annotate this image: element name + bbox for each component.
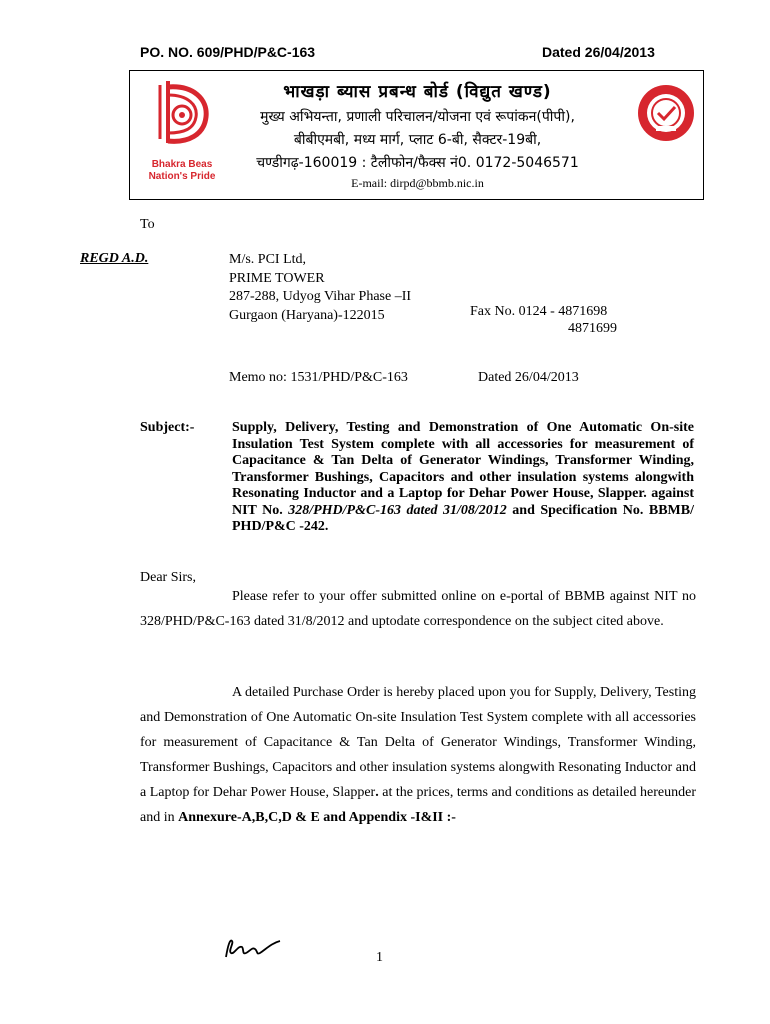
addressee-line: 287-288, Udyog Vihar Phase –II <box>229 289 412 304</box>
signature <box>222 935 282 963</box>
email-line: E-mail: dirpd@bbmb.nic.in <box>351 176 484 190</box>
annexure-reference: Annexure-A,B,C,D & E and Appendix -I&II :- <box>178 810 456 825</box>
regd-ad-label: REGD A.D. <box>80 251 149 266</box>
svg-text:Bhakra Beas: Bhakra Beas <box>151 159 213 170</box>
subject-main: Supply, Delivery, Testing and Demonstration of One Automatic On-site Insulation Test System complete with all accessories for measurement of Capacitance & Tan Delta of Generator Windings, Transformer Winding, Transformer Bushings, Capacitors and other insulation systems alongwith Resonating Inductor and a Laptop for Dehar Power House, Slapper. against NIT No. <box>232 420 694 518</box>
po-date: Dated 26/04/2013 <box>542 44 655 60</box>
address-line: बीबीएमबी, मध्य मार्ग, प्लाट 6-बी, सैक्टर-19बी, <box>293 132 542 148</box>
subject-label: Subject:- <box>140 420 195 435</box>
salutation: Dear Sirs, <box>140 570 196 585</box>
paragraph-1: Please refer to your offer submitted online on e-portal of BBMB against NIT no 328/PHD/P&C-163 dated 31/8/2012 and uptodate correspondence on the subject cited above. <box>140 589 696 629</box>
fax-number: Fax No. 0124 - 4871698 <box>470 304 608 319</box>
page-number: 1 <box>376 950 383 965</box>
fax-number-2: 4871699 <box>568 321 617 336</box>
paragraph-2-dot: . <box>375 785 379 800</box>
phone-line: चण्डीगढ़-160019 : टैलीफोन/फैक्स नं0. 0172-5046571 <box>256 155 579 171</box>
office-line: मुख्य अभियन्ता, प्रणाली परिचालन/योजना एवं रूपांकन(पीपी), <box>260 109 575 125</box>
addressee-line: PRIME TOWER <box>229 270 325 286</box>
addressee-line: M/s. PCI Ltd, <box>229 252 307 267</box>
paragraph-2-text: A detailed Purchase Order is hereby placed upon you for Supply, Delivery, Testing and Demonstration of One Automatic On-site Insulation Test System complete with all accessories for measurement of Capacitance & Tan Delta of Generator Windings, Transformer Winding, Transformer Bushings, Capacitors and other insulation systems alongwith Resonating Inductor and a Laptop for Dehar Power House, Slapper <box>140 685 696 800</box>
paragraph-2 <box>140 680 696 830</box>
subject-text <box>232 420 694 536</box>
paragraph-2-rest: at the prices, terms and conditions as detailed hereunder and in <box>140 785 696 825</box>
svg-text:Nation's Pride: Nation's Pride <box>148 171 216 182</box>
subject-tail: and Specification No. BBMB/ PHD/P&C -242. <box>232 502 694 534</box>
letterhead <box>129 70 704 200</box>
po-number: PO. NO. 609/PHD/P&C-163 <box>140 44 316 60</box>
addressee-line: Gurgaon (Haryana)-122015 <box>229 307 385 323</box>
addressee-block <box>229 251 411 325</box>
org-name-hindi: भाखड़ा ब्यास प्रबन्ध बोर्ड (विद्युत खण्ड) <box>283 82 552 102</box>
subject-nit-reference: 328/PHD/P&C-163 dated 31/08/2012 <box>288 502 507 518</box>
memo-number: Memo no: 1531/PHD/P&C-163 <box>229 370 408 385</box>
memo-date: Dated 26/04/2013 <box>478 370 579 385</box>
to-label: To <box>140 217 155 232</box>
